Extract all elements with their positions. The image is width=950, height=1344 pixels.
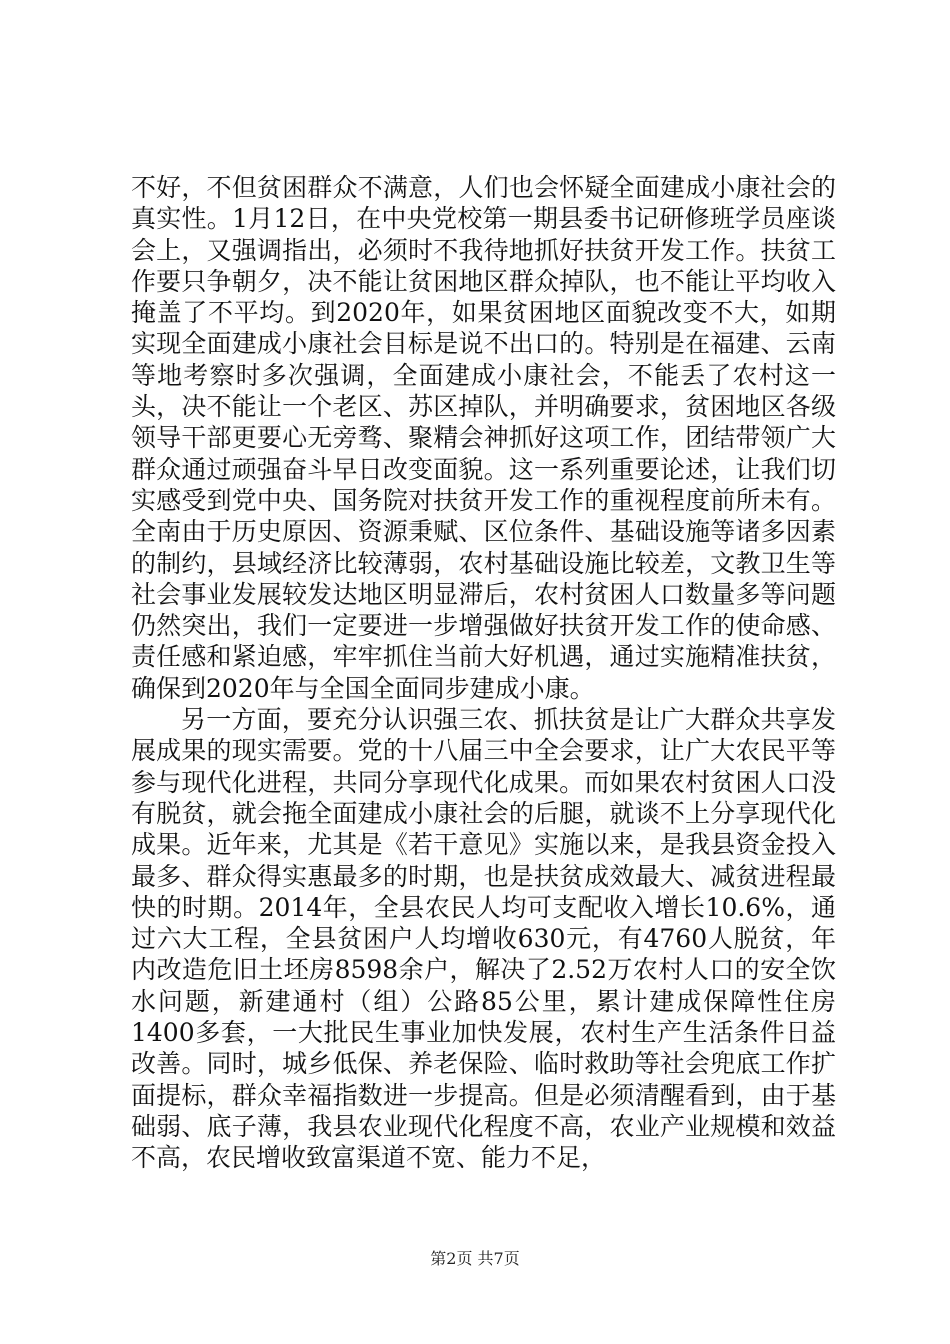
paragraph-2: 另一方面，要充分认识强三农、抓扶贫是让广大群众共享发展成果的现实需要。党的十八届三中全会要求，让广大农民平等参与现代化进程，共同分享现代化成果。而如果农村贫困人口没有脱贫，就会拖全面建成小康社会的后腿，就谈不上分享现代化成果。近年来，尤其是《若干意见》实施以来，是我县资金投入最多、群众得实惠最多的时期，也是扶贫成效最大、减贫进程最快的时期。2014年，全县农民人均可支配收入增长10.6%，通过六大工程，全县贫困户人均增收630元，有4760人脱贫，年内改造危旧土坯房8598余户，解决了2.52万农村人口的安全饮水问题，新建通村（组）公路85公里，累计建成保障性住房1400多套，一大批民生事业加快发展，农村生产生活条件日益改善。同时，城乡低保、养老保险、临时救助等社会兜底工作扩面提标，群众幸福指数进一步提高。但是必须清醒看到，由于基础弱、底子薄，我县农业现代化程度不高，农业产业规模和效益不高，农民增收致富渠道不宽、能力不足， bbox=[131, 705, 836, 1173]
page-footer: 第2页 共7页 bbox=[430, 1249, 520, 1268]
body-text bbox=[131, 172, 836, 1174]
paragraph-1: 不好，不但贫困群众不满意，人们也会怀疑全面建成小康社会的真实性。1月12日，在中央党校第一期县委书记研修班学员座谈会上，又强调指出，必须时不我待地抓好扶贫开发工作。扶贫工作要只争朝夕，决不能让贫困地区群众掉队，也不能让平均收入掩盖了不平均。到2020年，如果贫困地区面貌改变不大，如期实现全面建成小康社会目标是说不出口的。特别是在福建、云南等地考察时多次强调，全面建成小康社会，不能丢了农村这一头，决不能让一个老区、苏区掉队，并明确要求，贫困地区各级领导干部更要心无旁骛、聚精会神抓好这项工作，团结带领广大群众通过顽强奋斗早日改变面貌。这一系列重要论述，让我们切实感受到党中央、国务院对扶贫开发工作的重视程度前所未有。全南由于历史原因、资源秉赋、区位条件、基础设施等诸多因素的制约，县域经济比较薄弱，农村基础设施比较差，文教卫生等社会事业发展较发达地区明显滞后，农村贫困人口数量多等问题仍然突出，我们一定要进一步增强做好扶贫开发工作的使命感、责任感和紧迫感，牢牢抓住当前大好机遇，通过实施精准扶贫，确保到2020年与全国全面同步建成小康。 bbox=[131, 173, 836, 703]
